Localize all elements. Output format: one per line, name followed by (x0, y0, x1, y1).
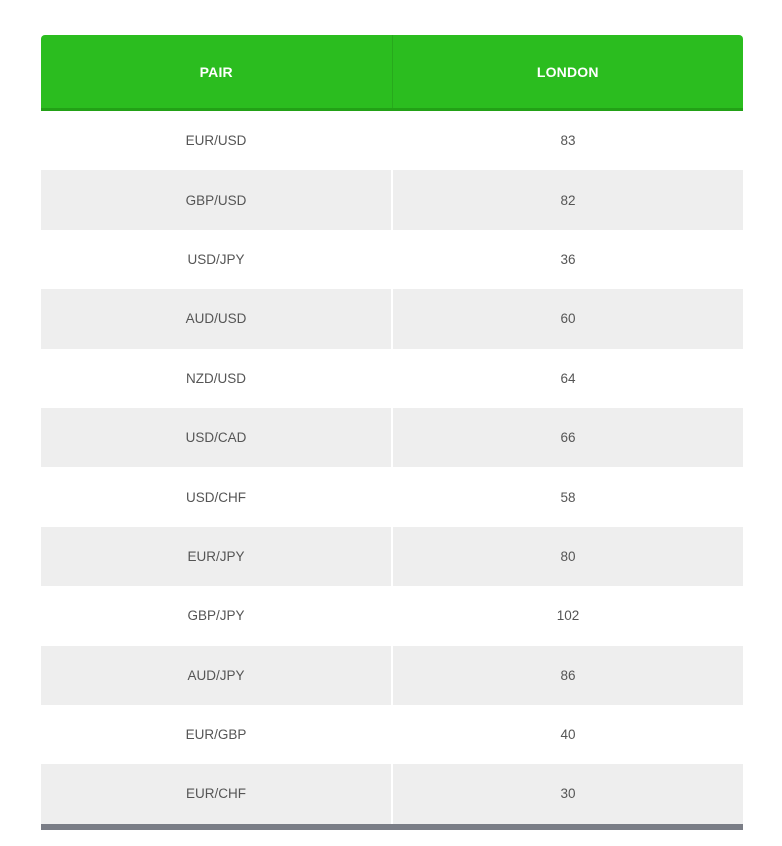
london-value-cell: 30 (391, 764, 743, 823)
pair-cell: EUR/GBP (185, 727, 247, 743)
table-row (41, 586, 743, 645)
table-row (41, 527, 743, 586)
pair-cell: AUD/USD (185, 311, 247, 327)
london-value-cell: 58 (391, 467, 743, 526)
london-value-cell: 86 (391, 646, 743, 705)
london-value-cell: 36 (391, 230, 743, 289)
table-row (41, 467, 743, 526)
table-row (41, 111, 743, 170)
table-row (41, 289, 743, 348)
table-row (41, 705, 743, 764)
london-value-cell: 66 (391, 408, 743, 467)
london-value-cell: 60 (391, 289, 743, 348)
pair-cell: USD/CHF (186, 489, 246, 505)
pairs-table (41, 35, 743, 830)
london-value-cell: 80 (391, 527, 743, 586)
pair-cell: EUR/CHF (186, 786, 246, 802)
london-value-cell: 40 (391, 705, 743, 764)
pair-cell: NZD/USD (186, 370, 246, 386)
table-row (41, 170, 743, 229)
column-header-pair: PAIR (199, 63, 233, 80)
london-value-cell: 83 (391, 111, 743, 170)
column-header-london: LONDON (392, 35, 744, 108)
table-row (41, 764, 743, 823)
table-row (41, 646, 743, 705)
table-header (41, 35, 743, 111)
table-footer-bar (41, 824, 743, 830)
pair-cell: GBP/USD (185, 192, 247, 208)
london-value-cell: 82 (391, 170, 743, 229)
pair-cell: USD/CAD (185, 430, 247, 446)
table-row (41, 230, 743, 289)
pair-cell: GBP/JPY (187, 608, 245, 624)
london-value-cell: 102 (391, 586, 743, 645)
pair-cell: EUR/JPY (187, 548, 245, 564)
pair-cell: EUR/USD (185, 133, 247, 149)
pair-cell: USD/JPY (187, 251, 245, 267)
table-row (41, 408, 743, 467)
table-body (41, 111, 743, 824)
table-row (41, 349, 743, 408)
pair-cell: AUD/JPY (187, 667, 245, 683)
london-value-cell: 64 (391, 349, 743, 408)
